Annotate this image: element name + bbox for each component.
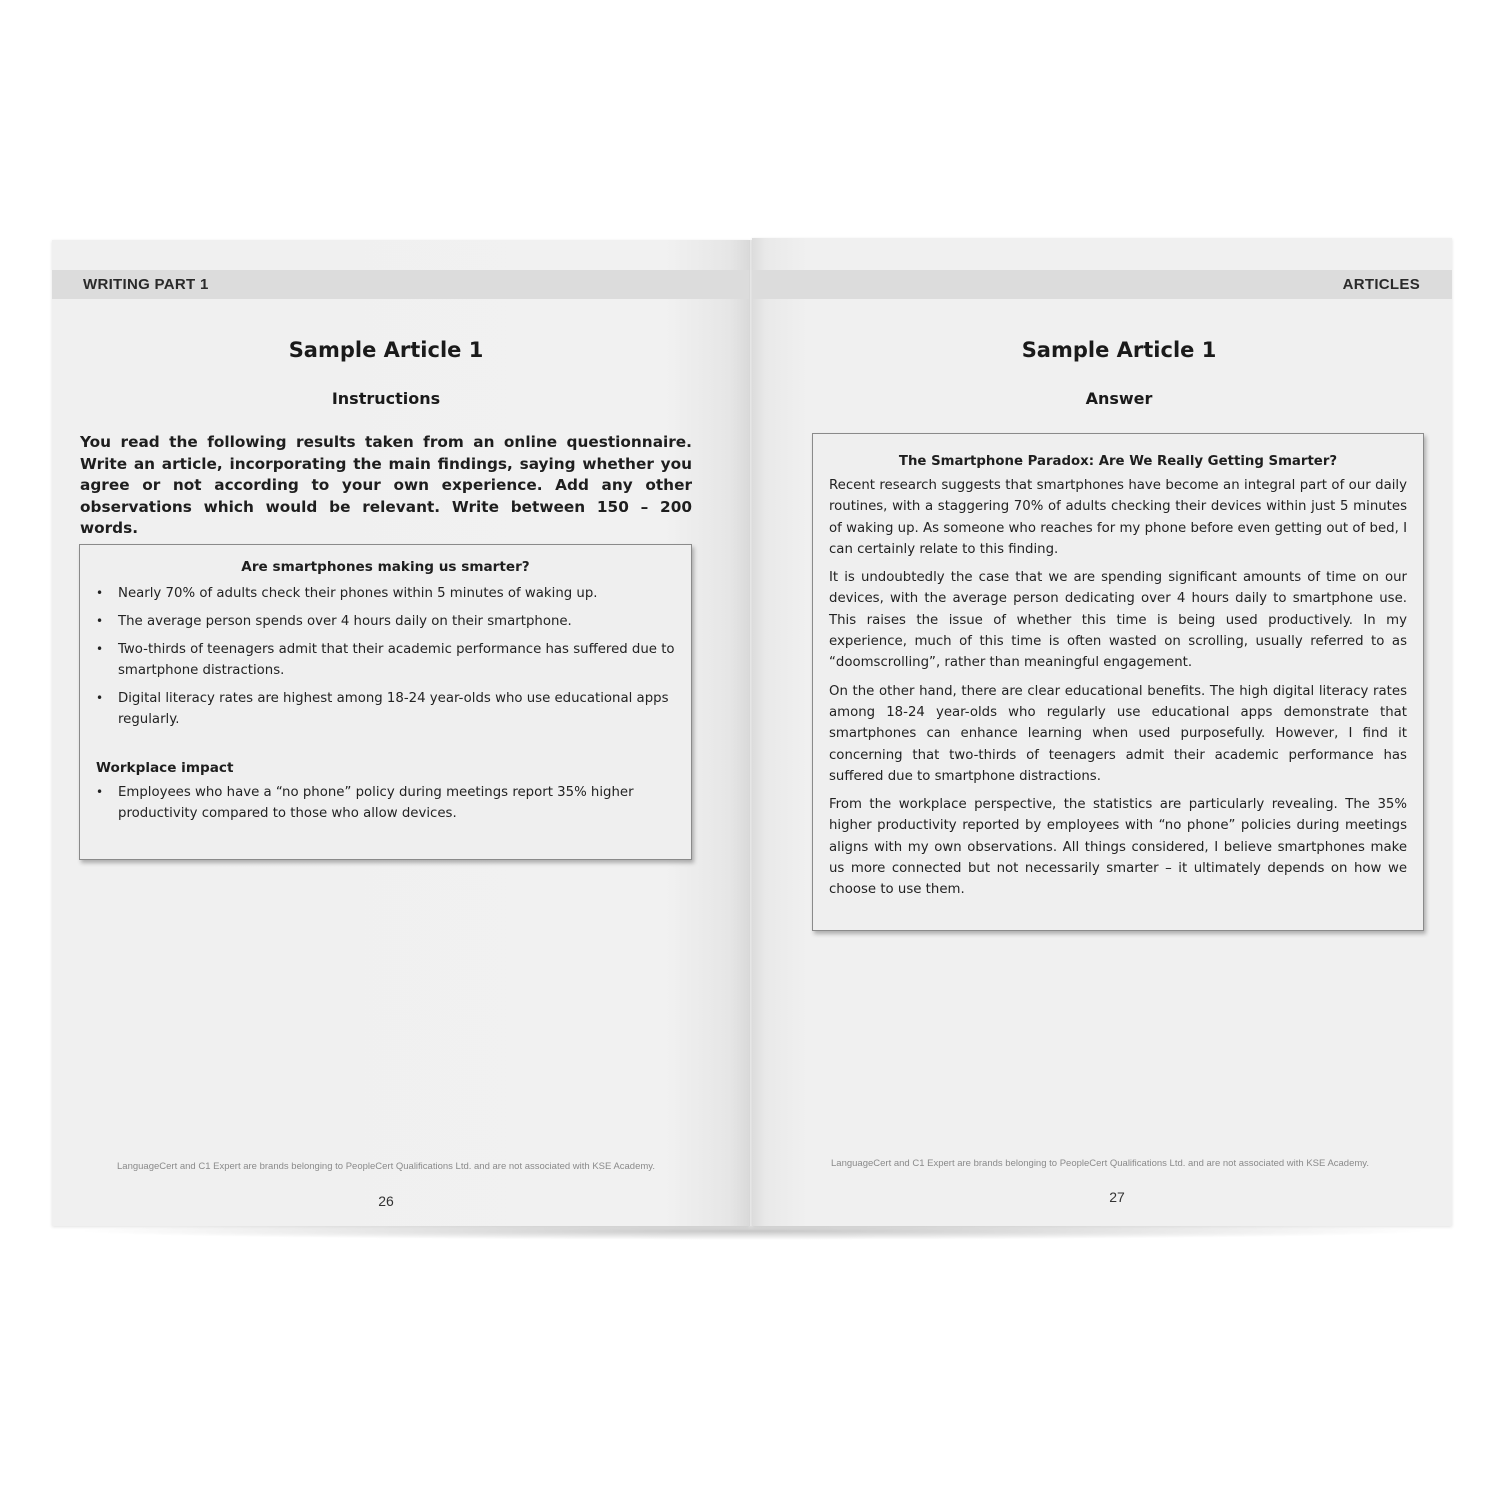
essay-paragraph: It is undoubtedly the case that we are spending significant amounts of time on our devices, with the average person dedicating over 4 hours daily to smartphone use. This raises the issue of whether this time is being used productively. In my experience, much of this time is often wasted on scrolling, usually referred to as “doomscrolling”, rather than meaningful engagement.	[829, 570, 1407, 671]
bullet-icon: •	[96, 586, 104, 600]
right-running-header: ARTICLES	[1342, 276, 1420, 293]
workplace-impact-heading: Workplace impact	[96, 760, 234, 776]
bullet-icon: •	[96, 691, 104, 705]
left-page-title: Sample Article 1	[288, 338, 484, 362]
right-page-title: Sample Article 1	[1021, 338, 1217, 362]
workplace-list	[96, 782, 675, 824]
questionnaire-title: Are smartphones making us smarter?	[241, 559, 530, 575]
findings-list	[96, 583, 675, 730]
instructions-heading: Instructions	[331, 389, 441, 408]
task-instructions: You read the following results taken from an online questionnaire. Write an article, incorporating the main findings, saying whether you agree or not according to your own experience. Add any other observations which would be relevant. Write between 150 – 200 words.	[80, 433, 692, 537]
finding-text: Nearly 70% of adults check their phones within 5 minutes of waking up.	[118, 586, 598, 601]
right-footer-disclaimer: LanguageCert and C1 Expert are brands belonging to PeopleCert Qualifications Ltd. and are not associated with KSE Academy.	[831, 1158, 1369, 1169]
essay-title: The Smartphone Paradox: Are We Really Getting Smarter?	[898, 454, 1338, 469]
essay-paragraph: Recent research suggests that smartphones have become an integral part of our daily routines, with a staggering 70% of adults checking their devices within just 5 minutes of waking up. As someone who reaches for my phone before even getting out of bed, I can certainly relate to this finding.	[829, 478, 1407, 557]
finding-text: Digital literacy rates are highest among 18-24 year-olds who use educational apps regularly.	[118, 691, 669, 727]
finding-text: The average person spends over 4 hours daily on their smartphone.	[118, 614, 572, 629]
list-item	[96, 611, 675, 632]
list-item	[96, 782, 675, 824]
questionnaire-box	[79, 544, 692, 860]
essay-paragraph: From the workplace perspective, the statistics are particularly revealing. The 35% higher productivity reported by employees with “no phone” policies during meetings aligns with my own observations. All things considered, I believe smartphones make us more connected but not necessarily smarter – it ultimately depends on how we choose to use them.	[829, 797, 1407, 898]
left-page	[52, 240, 750, 1226]
answer-box	[812, 433, 1424, 931]
left-footer-disclaimer: LanguageCert and C1 Expert are brands belonging to PeopleCert Qualifications Ltd. and are not associated with KSE Academy.	[117, 1161, 655, 1172]
left-running-header: WRITING PART 1	[83, 276, 209, 293]
bullet-icon: •	[96, 614, 104, 628]
bullet-icon: •	[96, 642, 104, 656]
left-page-number: 26	[378, 1193, 394, 1209]
right-page	[752, 238, 1452, 1226]
list-item	[96, 583, 675, 604]
right-header-band	[752, 270, 1452, 299]
right-page-number: 27	[1109, 1189, 1125, 1205]
essay-paragraph: On the other hand, there are clear educational benefits. The high digital literacy rates among 18-24 year-olds who regularly use educational apps demonstrate that smartphones can enhance learning when used purposefully. However, I find it concerning that two-thirds of teenagers admit their academic performance has suffered due to smartphone distractions.	[829, 683, 1407, 784]
finding-text: Two-thirds of teenagers admit that their academic performance has suffered due to smartphone distractions.	[118, 642, 675, 678]
answer-heading: Answer	[1085, 389, 1153, 408]
finding-text: Employees who have a “no phone” policy during meetings report 35% higher productivity compared to those who allow devices.	[118, 785, 634, 821]
bullet-icon: •	[96, 785, 104, 799]
list-item	[96, 639, 675, 681]
list-item	[96, 688, 675, 730]
left-header-band	[52, 270, 750, 299]
